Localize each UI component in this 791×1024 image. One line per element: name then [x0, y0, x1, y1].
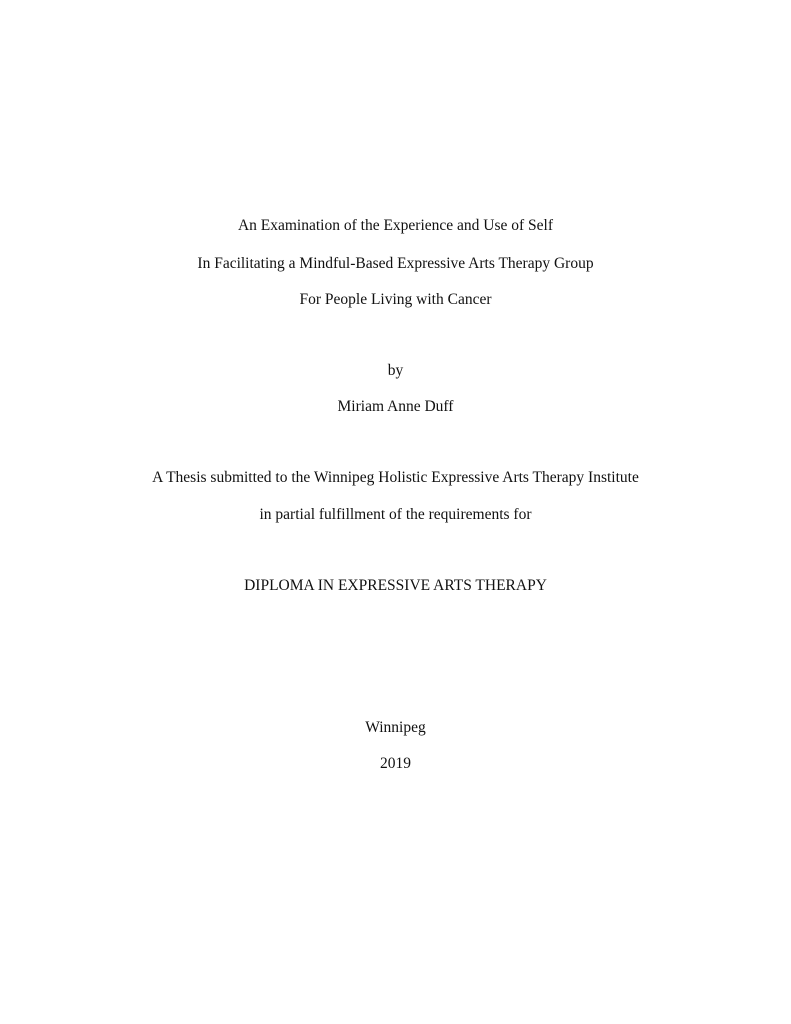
submission-statement-line-2: in partial fulfillment of the requirements for — [259, 506, 532, 523]
place: Winnipeg — [365, 719, 426, 736]
thesis-title-line-1: An Examination of the Experience and Use of Self — [237, 217, 554, 234]
degree-name: DIPLOMA IN EXPRESSIVE ARTS THERAPY — [244, 577, 547, 594]
year: 2019 — [380, 755, 411, 772]
thesis-title-line-3: For People Living with Cancer — [299, 291, 492, 308]
submission-statement-line-1: A Thesis submitted to the Winnipeg Holistic Expressive Arts Therapy Institute — [152, 469, 639, 486]
author-name: Miriam Anne Duff — [337, 398, 454, 415]
by-label: by — [387, 362, 404, 379]
thesis-title-line-2: In Facilitating a Mindful-Based Expressive Arts Therapy Group — [197, 255, 594, 272]
